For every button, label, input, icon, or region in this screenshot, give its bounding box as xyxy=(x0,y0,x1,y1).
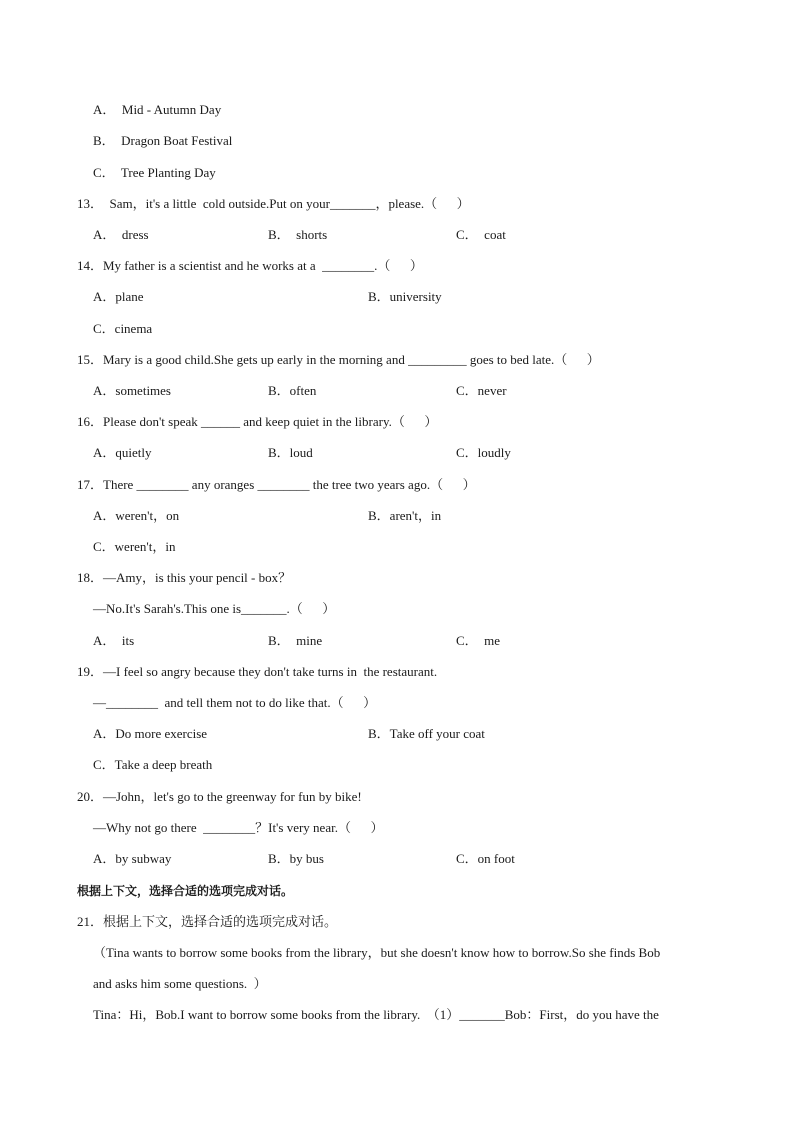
question-15-stem: 15．Mary is a good child.She gets up early in the morning and _________ goes to bed late.（ ） xyxy=(77,352,600,367)
question-21-stem: 21．根据上下文，选择合适的选项完成对话。 xyxy=(77,914,338,929)
question-18-reply: —No.It's Sarah's.This one is_______.（ ） xyxy=(93,601,336,616)
option-b[interactable]: B．Take off your coat xyxy=(368,726,485,741)
option-c[interactable]: C．weren't，in xyxy=(93,539,176,554)
option-c[interactable]: C．never xyxy=(456,383,507,398)
question-19-stem: 19．—I feel so angry because they don't take turns in the restaurant. xyxy=(77,664,438,679)
question-20-stem: 20．—John，let's go to the greenway for fun by bike! xyxy=(77,789,362,804)
option-b[interactable]: B．by bus xyxy=(268,851,324,866)
option-c[interactable]: C．Take a deep breath xyxy=(93,757,213,772)
question-14-stem: 14．My father is a scientist and he works at a ________.（ ） xyxy=(77,258,423,273)
option-a[interactable]: A．quietly xyxy=(93,445,152,460)
option-a[interactable]: A．weren't，on xyxy=(93,508,180,523)
option-c[interactable]: C．cinema xyxy=(93,321,153,336)
option-a[interactable]: A．plane xyxy=(93,289,144,304)
option-b[interactable]: B．aren't，in xyxy=(368,508,442,523)
option-c[interactable]: C． coat xyxy=(456,227,506,242)
section-heading: 根据上下文，选择合适的选项完成对话。 xyxy=(77,884,294,898)
question-13-stem: 13． Sam，it's a little cold outside.Put on your_______，please.（ ） xyxy=(77,196,470,211)
option-c[interactable]: C． Tree Planting Day xyxy=(93,165,216,180)
option-a[interactable]: A． dress xyxy=(93,227,149,242)
question-19-reply: —________ and tell them not to do like that.（ ） xyxy=(93,695,377,710)
option-c[interactable]: C．loudly xyxy=(456,445,511,460)
option-b[interactable]: B．loud xyxy=(268,445,313,460)
option-b[interactable]: B．often xyxy=(268,383,317,398)
option-b[interactable]: B． mine xyxy=(268,633,323,648)
option-c[interactable]: C．on foot xyxy=(456,851,515,866)
question-16-stem: 16．Please don't speak ______ and keep quiet in the library.（ ） xyxy=(77,414,438,429)
option-c[interactable]: C． me xyxy=(456,633,501,648)
option-a[interactable]: A．Do more exercise xyxy=(93,726,208,741)
question-21-dialog-line: Tina：Hi，Bob.I want to borrow some books from the library. （1）_______Bob：First，do you have the xyxy=(93,1007,659,1022)
option-a[interactable]: A．by subway xyxy=(93,851,172,866)
question-18-stem: 18．—Amy，is this your pencil - box？ xyxy=(77,570,292,585)
option-b[interactable]: B．university xyxy=(368,289,442,304)
option-a[interactable]: A．sometimes xyxy=(93,383,171,398)
question-21-context-line-1: （Tina wants to borrow some books from the library，but she doesn't know how to borrow.So she finds Bob xyxy=(93,945,661,960)
option-a[interactable]: A． its xyxy=(93,633,135,648)
question-21-context-line-2: and asks him some questions. ） xyxy=(93,976,267,991)
option-b[interactable]: B． shorts xyxy=(268,227,328,242)
question-17-stem: 17．There ________ any oranges ________ the tree two years ago.（ ） xyxy=(77,477,476,492)
question-20-reply: —Why not go there ________？It's very near.（ ） xyxy=(93,820,384,835)
option-b[interactable]: B． Dragon Boat Festival xyxy=(93,133,233,148)
option-a[interactable]: A． Mid - Autumn Day xyxy=(93,102,222,117)
